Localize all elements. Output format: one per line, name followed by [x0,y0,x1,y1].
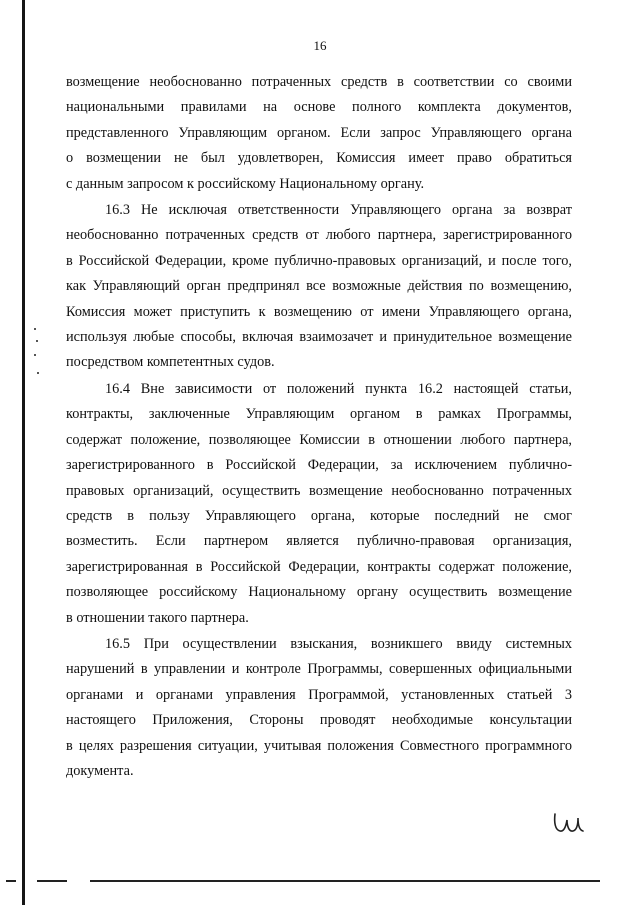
paragraph-p3 [66,377,572,631]
paragraph-p1 [66,70,572,197]
margin-scan-marks [34,328,40,378]
text-line: средств в пользу Управляющего органа, которые последний не смог [66,507,572,524]
footer-rule-tick [6,880,16,882]
text-line: в отношении такого партнера. [66,609,249,626]
text-line: 16.3 Не исключая ответственности Управляющего органа за возврат [105,202,572,219]
text-line: документа. [66,762,134,779]
text-line: национальными правилами на основе полного комплекта документов, [66,99,572,116]
handwritten-initials [552,808,586,836]
footer-rule-short [37,880,67,882]
text-line: содержат положение, позволяющее Комиссии в отношении любого партнера, [66,431,572,448]
text-line: о возмещении не был удовлетворен, Комиссия имеет право обратиться [66,150,572,167]
text-line: необоснованно потраченных средств от любого партнера, зарегистрированного [66,227,572,244]
text-line: зарегистрированного в Российской Федерации, за исключением публично- [66,457,572,474]
text-line: возмещение необоснованно потраченных средств в соответствии со своими [66,74,572,90]
text-line: как Управляющий орган предпринял все возможные действия по возмещению, [66,278,572,295]
document-body [66,70,572,784]
text-line: в целях разрешения ситуации, учитывая положения Совместного программного [66,737,572,754]
text-line: правовых организаций, осуществить возмещение необоснованно потраченных [66,482,572,499]
text-line: Комиссия может приступить к возмещению от имени Управляющего органа, [66,303,572,320]
text-line: используя любые способы, включая взаимозачет и принудительное возмещение [66,329,572,346]
text-line: возместить. Если партнером является публично-правовая организация, [66,533,572,550]
text-line: представленного Управляющим органом. Если запрос Управляющего органа [66,124,572,141]
footer-rule-long [90,880,600,882]
text-line: контракты, заключенные Управляющим органом в рамках Программы, [66,406,572,423]
text-line: в Российской Федерации, кроме публично-правовых организаций, и после того, [66,252,572,269]
text-line: зарегистрированная в Российской Федерации, контракты содержат положение, [66,558,572,575]
text-line: настоящего Приложения, Стороны проводят необходимые консультации [66,712,572,729]
text-line: посредством компетентных судов. [66,354,275,371]
text-line: 16.5 При осуществлении взыскания, возникшего ввиду системных [105,635,572,652]
text-line: нарушений в управлении и контроле Программы, совершенных официальными [66,661,572,678]
left-margin-rule [22,0,25,905]
text-line: позволяющее российскому Национальному органу осуществить возмещение [66,584,572,601]
text-line: 16.4 Вне зависимости от положений пункта 16.2 настоящей статьи, [105,380,572,397]
paragraph-p2 [66,198,572,376]
page-number: 16 [313,38,327,53]
paragraph-p4 [66,632,572,784]
text-line: с данным запросом к российскому Национальному органу. [66,175,425,192]
text-line: органами и органами управления Программой, установленных статьей 3 [66,686,572,703]
